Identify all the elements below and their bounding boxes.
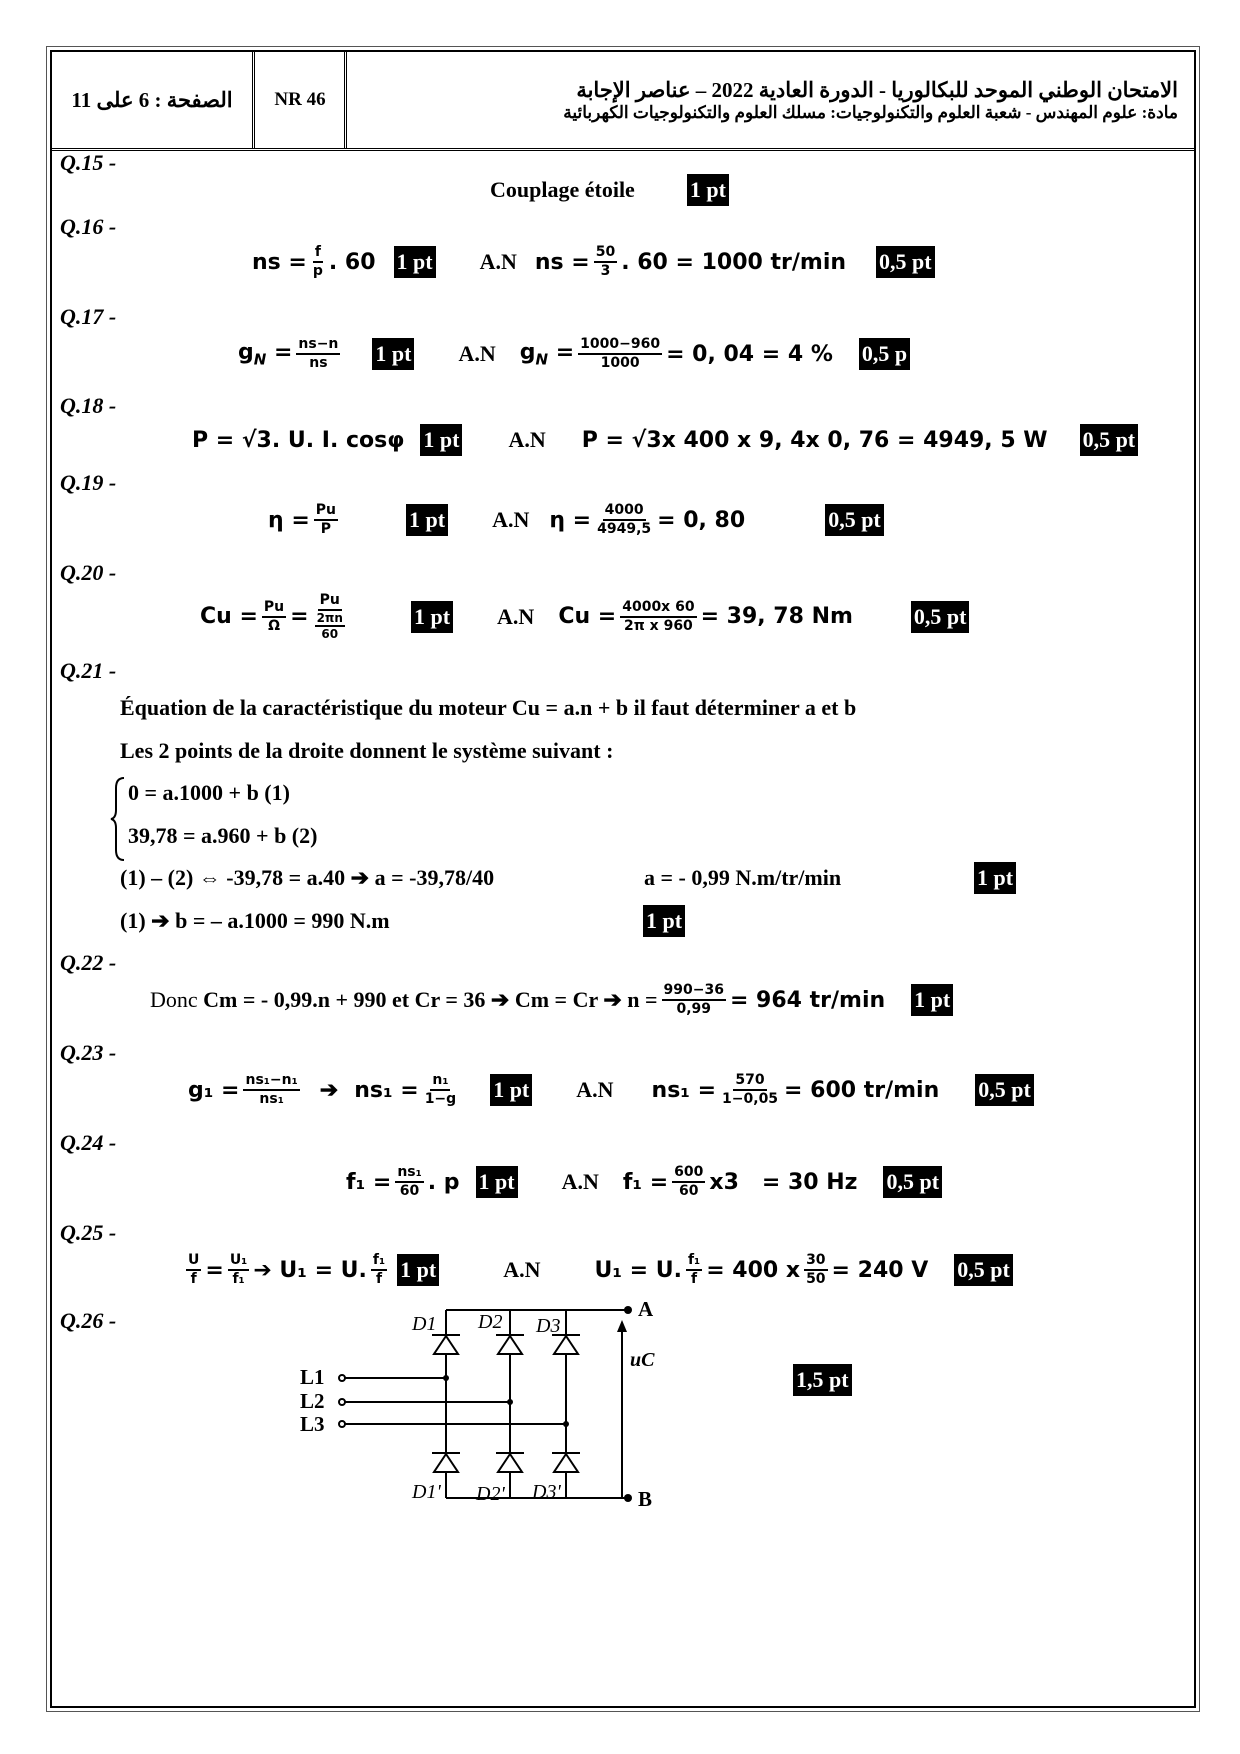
q20-lhs: Cu = xyxy=(200,604,258,629)
denominator: f₁ xyxy=(232,1271,245,1287)
label-d3p: D3' xyxy=(532,1481,561,1503)
q19-an-lhs: η = xyxy=(549,507,592,533)
q21-line1: Équation de la caractéristique du moteur Cu = a.n + b il faut déterminer a et b xyxy=(120,695,857,720)
q25-an-mid: = 400 x xyxy=(706,1257,801,1283)
equals: = xyxy=(266,339,293,365)
subscript: N xyxy=(535,350,549,369)
points-badge: 0,5 pt xyxy=(911,601,970,633)
header-divider xyxy=(252,52,255,148)
numerator: 1000−960 xyxy=(578,336,662,355)
denominator: Ω xyxy=(268,617,280,634)
page-frame xyxy=(50,50,1196,1708)
header-divider xyxy=(344,52,347,148)
fraction xyxy=(686,1252,702,1288)
points-badge: 0,5 pt xyxy=(876,246,935,278)
q23-an-lhs: ns₁ = xyxy=(651,1077,717,1103)
denominator: 1−0,05 xyxy=(722,1091,779,1107)
numerator: Pu xyxy=(314,502,338,521)
points-badge: 1 pt xyxy=(420,424,462,456)
fraction xyxy=(371,1252,387,1288)
numerator: ns₁−n₁ xyxy=(243,1072,299,1091)
diode-d2p xyxy=(498,1454,522,1472)
points-badge: 0,5 pt xyxy=(825,504,884,536)
numerator: 990−36 xyxy=(662,982,726,1001)
points-badge: 1 pt xyxy=(476,1166,518,1198)
equals: = xyxy=(548,339,575,365)
points-badge: 0,5 pt xyxy=(883,1166,942,1198)
fraction xyxy=(594,244,617,280)
line-terminals xyxy=(339,1375,345,1427)
fraction xyxy=(243,1072,299,1108)
q21-eq2: 39,78 = a.960 + b (2) xyxy=(128,823,318,848)
diodes xyxy=(434,1336,578,1472)
fraction xyxy=(186,1252,201,1288)
numerator: 600 xyxy=(672,1164,705,1183)
fraction xyxy=(720,1072,780,1108)
points-badge: 0,5 pt xyxy=(954,1254,1013,1286)
q19-answer xyxy=(268,502,884,538)
numerator: 30 xyxy=(804,1252,827,1271)
fraction xyxy=(395,1164,423,1200)
an-label: A.N xyxy=(479,249,517,274)
diode-d3p xyxy=(554,1454,578,1472)
q16-an-rest: . 60 = 1000 tr/min xyxy=(621,249,847,275)
q20-an-rest: = 39, 78 Nm xyxy=(700,604,853,629)
label-d2p: D2' xyxy=(476,1483,505,1505)
numerator: f xyxy=(313,244,323,263)
page-number xyxy=(52,52,252,148)
numerator: 4000 xyxy=(603,502,646,521)
q17-answer xyxy=(238,336,910,372)
q21-line4: (1) ➔ b = – a.1000 = 990 N.m xyxy=(120,908,390,933)
q17-lhs xyxy=(238,340,292,368)
denominator: 1000 xyxy=(600,355,640,371)
numerator: ns₁ xyxy=(395,1164,423,1183)
numerator: 50 xyxy=(594,244,617,263)
denominator: ns₁ xyxy=(259,1091,284,1107)
numerator: U₁ xyxy=(228,1252,250,1271)
q20-label: Q.20 - xyxy=(60,560,117,585)
q24-label: Q.24 - xyxy=(60,1130,117,1155)
q23-answer xyxy=(188,1072,1034,1108)
q24-an-rest: x3 = 30 Hz xyxy=(709,1169,858,1195)
diode-d1 xyxy=(434,1336,458,1354)
q22-text: Cm = - 0,99.n + 990 et Cr = 36 ➔ Cm = Cr ➔ n = xyxy=(203,987,658,1012)
q20-an-lhs: Cu = xyxy=(558,604,617,629)
denominator xyxy=(313,611,347,641)
voltage-label: uC xyxy=(630,1349,655,1371)
q21-line2: Les 2 points de la droite donnent le système suivant : xyxy=(120,738,614,763)
an-label: A.N xyxy=(508,427,546,452)
numerator: Pu xyxy=(262,599,286,618)
q21-line3: (1) – (2) ⇔ -39,78 = a.40 ➔ a = -39,78/40 xyxy=(120,865,495,890)
label-l3: L3 xyxy=(300,1412,325,1436)
denominator: 3 xyxy=(600,263,611,279)
fraction xyxy=(423,1072,459,1108)
q20-answer xyxy=(200,592,969,641)
numerator: 4000x 60 xyxy=(620,599,696,618)
numerator: f₁ xyxy=(371,1252,387,1271)
q18-label: Q.18 - xyxy=(60,393,117,418)
numerator: U xyxy=(186,1252,201,1271)
diode-d1p xyxy=(434,1454,458,1472)
q26-label: Q.26 - xyxy=(60,1308,117,1333)
voltage-arrow-head xyxy=(617,1320,627,1332)
q15-text: Couplage étoile xyxy=(490,177,635,202)
label-d2: D2 xyxy=(478,1311,503,1333)
fraction xyxy=(296,336,340,372)
denominator: 4949,5 xyxy=(597,521,652,537)
q22-rest: = 964 tr/min xyxy=(729,987,886,1013)
fraction xyxy=(313,592,347,641)
numerator: 2πn xyxy=(316,611,343,625)
points-badge: 0,5 p xyxy=(859,338,910,370)
points-badge: 1 pt xyxy=(687,174,729,206)
numerator: ns−n xyxy=(296,336,340,355)
q16-answer xyxy=(252,244,935,280)
equals: = xyxy=(205,1257,224,1283)
rectifier-circuit xyxy=(300,1292,722,1522)
denominator: f xyxy=(691,1271,698,1287)
arrow: ➔ xyxy=(319,1077,339,1102)
denominator: 60 xyxy=(321,627,339,641)
q17-label: Q.17 - xyxy=(60,304,117,329)
q25-label: Q.25 - xyxy=(60,1220,117,1245)
circuit-wires xyxy=(342,1310,628,1498)
denominator: ns xyxy=(309,355,328,371)
denominator: 60 xyxy=(399,1183,420,1199)
denominator: f xyxy=(375,1271,383,1287)
q23-label: Q.23 - xyxy=(60,1040,117,1065)
an-label: A.N xyxy=(497,603,535,629)
q25-an-lhs: U₁ = U. xyxy=(594,1257,682,1283)
denominator: f xyxy=(190,1271,197,1287)
q19-an-rest: = 0, 80 xyxy=(657,507,746,533)
q19-label: Q.19 - xyxy=(60,470,117,495)
points-badge: 1 pt xyxy=(490,1074,532,1106)
q24-an-lhs: f₁ = xyxy=(622,1169,669,1195)
q25-arrow: ➔ U₁ = U. xyxy=(253,1257,367,1283)
fraction xyxy=(228,1252,250,1288)
q18-answer xyxy=(192,424,1138,456)
points-badge: 1 pt xyxy=(394,246,436,278)
q21-a-result: a = - 0,99 N.m/tr/min xyxy=(644,865,842,890)
exam-title xyxy=(348,52,1188,148)
q16-an-lhs: ns = xyxy=(534,249,590,275)
points-badge: 1,5 pt xyxy=(793,1364,852,1396)
q23-an-rest: = 600 tr/min xyxy=(784,1077,940,1103)
an-label: A.N xyxy=(503,1257,541,1282)
subscript: N xyxy=(253,350,267,369)
denominator: 0,99 xyxy=(676,1001,712,1017)
an-label: A.N xyxy=(458,341,496,366)
numerator: n₁ xyxy=(430,1072,450,1091)
points-badge: 0,5 pt xyxy=(1080,424,1139,456)
q19-lhs: η = xyxy=(268,507,310,533)
q22-donc: Donc xyxy=(150,987,204,1012)
fraction xyxy=(314,502,338,538)
fraction xyxy=(662,982,726,1018)
label-l1: L1 xyxy=(300,1365,325,1389)
denominator: 1−g xyxy=(424,1091,457,1107)
points-badge: 1 pt xyxy=(397,1254,439,1286)
points-badge: 0,5 pt xyxy=(975,1074,1034,1106)
fraction xyxy=(620,599,696,635)
system-brace xyxy=(110,776,126,862)
q15-label: Q.15 - xyxy=(60,150,117,175)
points-badge: 1 pt xyxy=(911,984,953,1016)
fraction xyxy=(578,336,662,372)
q15-answer xyxy=(490,174,729,206)
label-l2: L2 xyxy=(300,1389,325,1413)
label-d3: D3 xyxy=(536,1315,561,1337)
title-line-2: مادة: علوم المهندس - شعبة العلوم والتكنولوجيات: مسلك العلوم والتكنولوجيات الكهربائية xyxy=(563,102,1178,122)
an-label: A.N xyxy=(492,507,530,532)
g-symbol: g xyxy=(238,339,254,365)
an-label: A.N xyxy=(576,1077,614,1102)
q24-rest: . p xyxy=(427,1169,460,1195)
fraction xyxy=(595,502,653,538)
an-label: A.N xyxy=(561,1169,599,1194)
q22-label: Q.22 - xyxy=(60,950,117,975)
numerator: f₁ xyxy=(686,1252,702,1271)
denominator: P xyxy=(320,521,332,537)
exam-code: NR 46 xyxy=(274,89,326,110)
label-d1p: D1' xyxy=(412,1481,441,1503)
q23-lhs2: ns₁ = xyxy=(354,1077,419,1103)
header xyxy=(52,52,1194,151)
q23-lhs: g₁ = xyxy=(188,1077,240,1103)
points-badge: 1 pt xyxy=(974,862,1016,894)
q21-label: Q.21 - xyxy=(60,658,117,683)
q24-answer xyxy=(346,1164,942,1200)
q24-lhs: f₁ = xyxy=(346,1169,392,1195)
q18-formula: P = √3. U. I. cosφ xyxy=(192,427,405,453)
fraction xyxy=(311,244,325,280)
q25-answer xyxy=(182,1252,1013,1288)
points-badge: 1 pt xyxy=(406,504,448,536)
q25-an-rest: = 240 V xyxy=(831,1257,929,1283)
denominator: 50 xyxy=(806,1271,826,1287)
title-line-1: الامتحان الوطني الموحد للبكالوريا - الدورة العادية 2022 – عناصر الإجابة xyxy=(576,77,1178,102)
numerator: 570 xyxy=(733,1072,766,1091)
denominator: 60 xyxy=(679,1183,699,1199)
q18-an-formula: P = √3x 400 x 9, 4x 0, 76 = 4949, 5 W xyxy=(581,427,1048,453)
q17-an-rest: = 0, 04 = 4 % xyxy=(666,341,833,367)
g-symbol: g xyxy=(519,339,536,365)
denominator: 2π x 960 xyxy=(623,617,693,634)
diode-d2 xyxy=(498,1336,522,1354)
q22-answer xyxy=(150,982,953,1018)
terminal-b: B xyxy=(638,1487,653,1511)
page-number-text: الصفحة : 6 على 11 xyxy=(71,87,233,112)
points-badge: 1 pt xyxy=(643,905,685,937)
q17-an-lhs xyxy=(520,340,574,368)
fraction xyxy=(262,599,286,635)
q21-eq1: 0 = a.1000 + b (1) xyxy=(128,780,290,805)
nested-fraction xyxy=(315,611,345,641)
numerator: Pu xyxy=(318,592,342,611)
fraction xyxy=(672,1164,705,1200)
fraction xyxy=(804,1252,827,1288)
terminal-a: A xyxy=(638,1297,654,1321)
q16-rest: . 60 xyxy=(328,249,376,275)
equals: = xyxy=(290,604,309,629)
denominator: p xyxy=(312,263,323,279)
q16-lhs: ns = xyxy=(252,249,307,275)
points-badge: 1 pt xyxy=(411,601,453,633)
label-d1: D1 xyxy=(412,1313,437,1335)
diode-d3 xyxy=(554,1336,578,1354)
q16-label: Q.16 - xyxy=(60,214,117,239)
points-badge: 1 pt xyxy=(372,338,414,370)
